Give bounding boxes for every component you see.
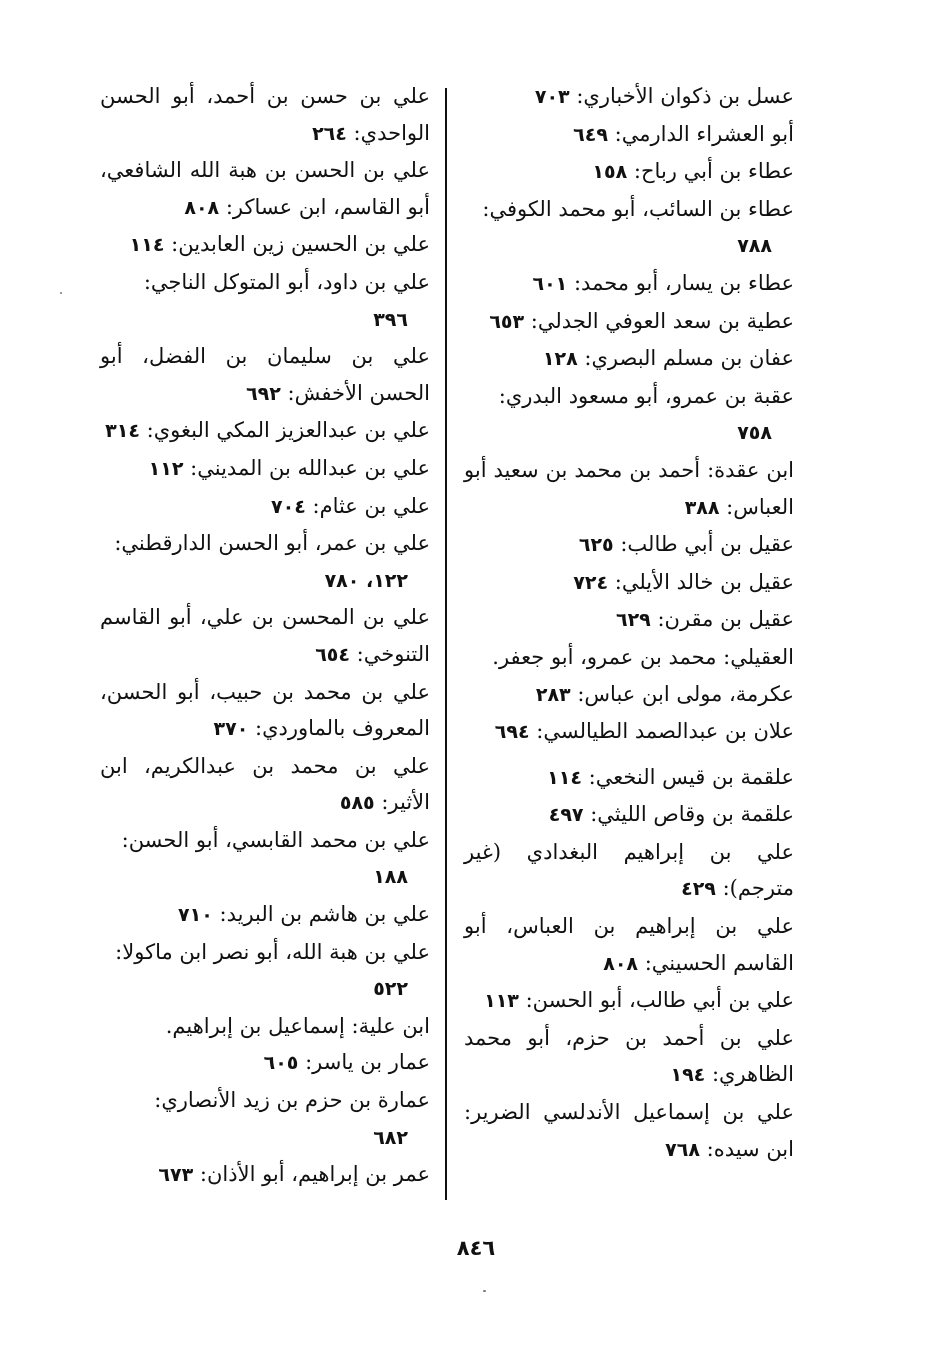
index-entry: أبو العشراء الدارمي: ٦٤٩ xyxy=(573,121,794,146)
index-entry: ابن علية: إسماعيل بن إبراهيم. xyxy=(165,1013,430,1038)
index-entry: علي بن إسماعيل الأندلسي الضرير: ابن سيده: ٧٦٨ xyxy=(464,1100,794,1161)
index-entry: عقيل بن مقرن: ٦٢٩ xyxy=(615,607,794,632)
index-entry: عقيل بن خالد الأيلي: ٧٢٤ xyxy=(573,569,794,594)
index-entry: علي بن محمد القابسي، أبو الحسن: ١٨٨ xyxy=(121,827,430,889)
index-entry: علان بن عبدالصمد الطيالسي: ٦٩٤ xyxy=(494,719,794,744)
index-entry: علي بن عمر، أبو الحسن الدارقطني: ١٢٢، ٧٨٠ xyxy=(114,531,430,592)
index-entry: عفان بن مسلم البصري: ١٢٨ xyxy=(542,346,794,371)
index-entry: علي بن هبة الله، أبو نصر ابن ماكولا: ٥٢٢ xyxy=(115,939,430,1001)
page-number: ٨٤٦ xyxy=(456,1236,496,1260)
index-entry: علي بن أبي طالب، أبو الحسن: ١١٣ xyxy=(484,988,794,1013)
index-entry: ابن عقدة: أحمد بن محمد بن سعيد أبو العباس: ٣٨٨ xyxy=(464,457,794,519)
index-entry: علي بن الحسن بن هبة الله الشافعي، أبو القاسم، ابن عساكر: ٨٠٨ xyxy=(100,158,430,219)
index-entry: عقيل بن أبي طالب: ٦٢٥ xyxy=(578,532,794,557)
index-entry: علي بن حسن بن أحمد، أبو الحسن الواحدي: ٢٦٤ xyxy=(100,84,430,145)
column-divider xyxy=(445,88,447,1200)
index-entry: عطاء بن أبي رباح: ١٥٨ xyxy=(592,159,794,184)
index-entry: عطاء بن يسار، أبو محمد: ٦٠١ xyxy=(532,270,794,295)
index-entry: علي بن إبراهيم بن العباس، أبو القاسم الحسيني: ٨٠٨ xyxy=(464,914,794,975)
index-entry: علي بن عثام: ٧٠٤ xyxy=(271,493,430,518)
index-entry: عطية بن سعد العوفي الجدلي: ٦٥٣ xyxy=(489,308,794,333)
scan-speck xyxy=(60,292,62,294)
index-entry: علي بن سليمان بن الفضل، أبو الحسن الأخفش: ٦٩٢ xyxy=(100,344,430,405)
index-entry: علي بن هاشم بن البريد: ٧١٠ xyxy=(178,902,430,927)
index-entry: عطاء بن السائب، أبو محمد الكوفي: ٧٨٨ xyxy=(482,196,794,258)
index-entry: علي بن الحسين زين العابدين: ١١٤ xyxy=(129,232,430,257)
index-entry: العقيلي: محمد بن عمرو، أبو جعفر. xyxy=(492,644,794,669)
index-entry: عمر بن إبراهيم، أبو الأذان: ٦٧٣ xyxy=(158,1162,430,1187)
index-column-right xyxy=(464,78,794,1168)
index-entry: علي بن المحسن بن علي، أبو القاسم التنوخي: ٦٥٤ xyxy=(100,605,430,666)
index-entry: علي بن عبدالله بن المديني: ١١٢ xyxy=(148,455,430,480)
index-entry: عقبة بن عمرو، أبو مسعود البدري: ٧٥٨ xyxy=(498,383,794,445)
index-entry: علي بن محمد بن عبدالكريم، ابن الأثير: ٥٨٥ xyxy=(100,753,430,815)
index-entry: عكرمة، مولى ابن عباس: ٢٨٣ xyxy=(535,681,794,706)
index-entry: عمار بن ياسر: ٦٠٥ xyxy=(263,1050,430,1075)
index-entry: علقمة بن قيس النخعي: ١١٤ xyxy=(547,764,794,789)
index-column-left xyxy=(100,78,430,1194)
index-entry: عسل بن ذكوان الأخباري: ٧٠٣ xyxy=(534,84,794,108)
index-entry: علي بن محمد بن حبيب، أبو الحسن، المعروف بالماوردي: ٣٧٠ xyxy=(100,679,430,741)
index-entry: علي بن إبراهيم البغدادي (غير مترجم): ٤٢٩ xyxy=(464,839,794,901)
index-entry: علقمة بن وقاص الليثي: ٤٩٧ xyxy=(548,802,794,827)
index-entry: علي بن أحمد بن حزم، أبو محمد الظاهري: ١٩٤ xyxy=(464,1025,794,1087)
index-entry: علي بن داود، أبو المتوكل الناجي: ٣٩٦ xyxy=(143,269,430,331)
scan-speck xyxy=(483,1290,486,1292)
index-entry: عمارة بن حزم بن زيد الأنصاري: ٦٨٢ xyxy=(154,1088,430,1149)
index-entry: علي بن عبدالعزيز المكي البغوي: ٣١٤ xyxy=(105,418,430,443)
